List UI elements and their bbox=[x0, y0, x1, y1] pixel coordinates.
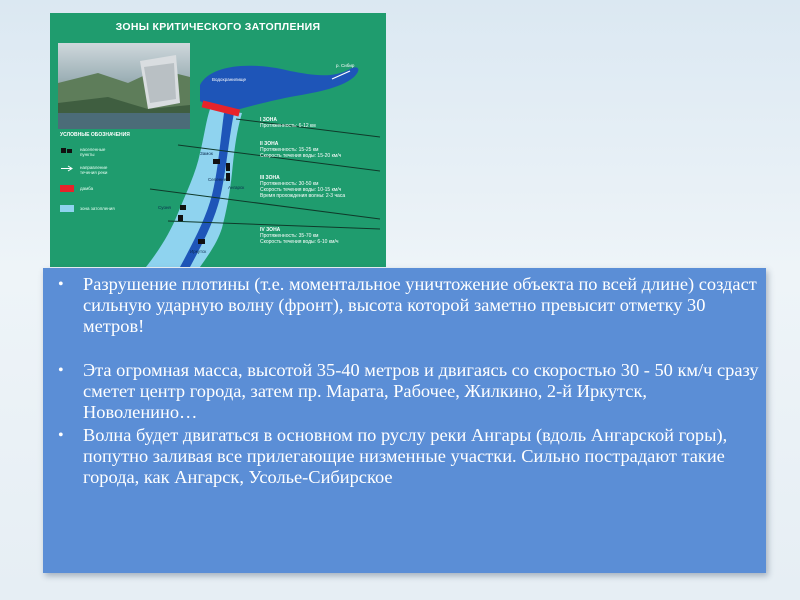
settlement-marker bbox=[226, 163, 230, 171]
legend-item-flow: направление течения реки bbox=[60, 165, 120, 175]
map-title: ЗОНЫ КРИТИЧЕСКОГО ЗАТОПЛЕНИЯ bbox=[115, 21, 321, 33]
reservoir-shape bbox=[200, 66, 358, 111]
bullet-marker: • bbox=[58, 362, 64, 379]
flood-zones-map bbox=[50, 13, 386, 267]
bullet-item bbox=[58, 360, 763, 423]
bullet-marker: • bbox=[58, 276, 64, 293]
settlement-marker bbox=[178, 215, 183, 221]
bullet-list bbox=[58, 274, 763, 488]
text-panel bbox=[43, 268, 766, 573]
city-label: Ангарск bbox=[228, 185, 245, 190]
zone-3-info: III ЗОНА Протяженность: 30-50 км Скорость течения воды: 10-15 км/ч Время прохождения волны: 2-3 часа bbox=[260, 175, 346, 199]
bullet-text: Эта огромная масса, высотой 35-40 метров и двигаясь со скоростью 30 - 50 км/ч сразу сметет центр города, затем пр. Марата, Рабочее, Жилкино, 2-й Иркутск, Новоленино… bbox=[83, 360, 759, 422]
dam-photo bbox=[58, 43, 190, 129]
settlement-icon bbox=[60, 149, 74, 156]
legend-item-settlements: населенные пункты bbox=[60, 147, 120, 157]
city-label: Замок bbox=[200, 151, 213, 156]
city-label: Суоня bbox=[158, 205, 171, 210]
reservoir-label: Водохранилище bbox=[212, 77, 247, 82]
bullet-text: Волна будет двигаться в основном по руслу реки Ангары (вдоль Ангарской горы), попутно заливая все прилегающие низменные участки. Сильно пострадают такие города, как Ангарск, Усолье-Сибирское bbox=[83, 425, 728, 487]
bullet-item bbox=[58, 274, 763, 337]
settlement-marker bbox=[180, 205, 186, 210]
zone-2-info: II ЗОНА Протяженность: 15-25 км Скорость течения воды: 15-20 км/ч bbox=[260, 141, 342, 159]
legend-item-dam: дамба bbox=[60, 185, 120, 192]
river-label: р. Сибир bbox=[336, 63, 355, 68]
settlement-marker bbox=[213, 159, 220, 164]
bullet-text: Разрушение плотины (т.е. моментальное уничтожение объекта по всей длине) создаст сильную ударную волну (фронт), высота которой заметно превысит отметку 30 метров! bbox=[83, 274, 757, 336]
bullet-item bbox=[58, 425, 763, 488]
settlement-marker bbox=[226, 173, 230, 181]
bullet-marker: • bbox=[58, 427, 64, 444]
zone-1-info: I ЗОНА Протяженность: 6-12 км bbox=[260, 117, 316, 129]
city-label: Селение bbox=[208, 177, 227, 182]
legend-title: УСЛОВНЫЕ ОБОЗНАЧЕНИЯ bbox=[60, 132, 130, 138]
arrow-icon bbox=[60, 167, 74, 174]
flood-zone-icon bbox=[60, 205, 74, 212]
legend-item-flood-zone: зона затопления bbox=[60, 205, 120, 212]
dam-icon bbox=[60, 185, 74, 192]
settlement-marker bbox=[198, 239, 205, 244]
city-label: Иркутск bbox=[190, 249, 207, 254]
zone-4-info: IV ЗОНА Протяженность: 35-70 км Скорость течения воды: 6-10 км/ч bbox=[260, 227, 339, 245]
